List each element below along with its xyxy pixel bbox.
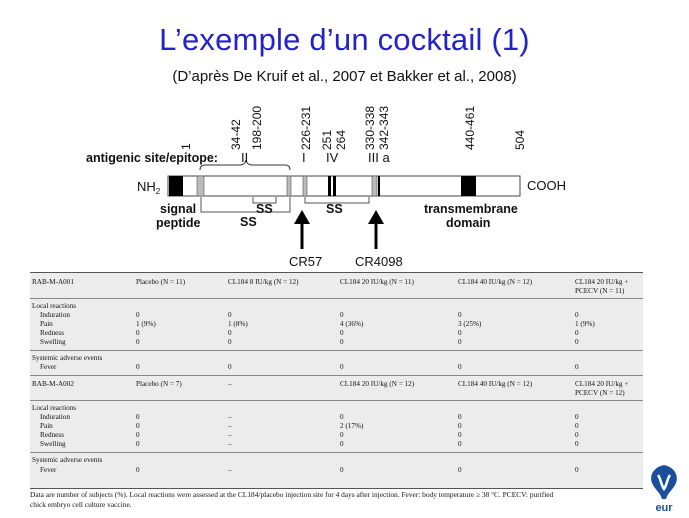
col-header: CL184 20 IU/kg (N = 11) (340, 278, 414, 286)
antigenic-site-label: antigenic site/epitope: (86, 151, 218, 165)
cell: 0 (575, 413, 579, 421)
col-header: CL184 40 IU/kg (N = 12) (458, 380, 533, 388)
group-id: RAB-M-A002 (32, 380, 74, 388)
cr57-label: CR57 (289, 254, 323, 269)
cell: 0 (458, 311, 462, 319)
pos-330-338: 330-338 (363, 105, 377, 150)
cell: 0 (340, 466, 344, 474)
cell: 0 (458, 422, 462, 430)
ss-label-1: SS (256, 202, 273, 216)
site-iv-block-2 (333, 176, 336, 196)
pos-1: 1 (179, 143, 193, 150)
cell: 0 (575, 440, 579, 448)
row-label: Pain (40, 422, 53, 430)
table-row (30, 466, 643, 476)
cell: 0 (458, 338, 462, 346)
pos-198-200: 198-200 (250, 105, 264, 150)
cell: 0 (575, 329, 579, 337)
divider (30, 400, 643, 401)
cell: 0 (340, 431, 344, 439)
pos-226-231: 226-231 (299, 105, 313, 150)
cell: 0 (228, 311, 232, 319)
pos-504: 504 (513, 129, 527, 150)
cell: – (228, 413, 232, 421)
col-header: CL184 40 IU/kg (N = 12) (458, 278, 533, 286)
row-label: Redness (40, 431, 64, 439)
cell: 0 (575, 422, 579, 430)
section-label: Local reactions (32, 404, 77, 412)
site-ii-block (197, 176, 204, 196)
cell: 4 (36%) (340, 320, 364, 328)
row-label: Swelling (40, 338, 66, 346)
cell: 0 (458, 440, 462, 448)
cell: – (228, 466, 232, 474)
logo-icon (646, 463, 682, 513)
section-label: Local reactions (32, 302, 77, 310)
ss-label-2: SS (240, 215, 257, 229)
site-i: I (302, 150, 306, 165)
pos-251: 251 (320, 129, 334, 150)
table-row (30, 389, 643, 399)
slide-title: L’exemple d’un cocktail (1) (159, 22, 530, 57)
cell: 0 (228, 329, 232, 337)
table-footnote (30, 490, 650, 510)
tm-block (461, 176, 476, 196)
row-label: Induration (40, 311, 70, 319)
cell: – (228, 422, 232, 430)
col-header: PCECV (N = 12) (575, 389, 625, 397)
site-iv: IV (326, 150, 339, 165)
cell: 0 (575, 311, 579, 319)
cell: 2 (17%) (340, 422, 364, 430)
site-iii-block (372, 176, 377, 196)
cell: 1 (9%) (136, 320, 156, 328)
cell: 0 (228, 363, 232, 371)
cell: 1 (8%) (228, 320, 248, 328)
cell: 0 (575, 363, 579, 371)
section-label: Systemic adverse events (32, 456, 103, 464)
col-header: Placebo (N = 7) (136, 380, 182, 388)
cell: 0 (458, 413, 462, 421)
cell: 0 (340, 440, 344, 448)
col-header: CL184 8 IU/kg (N = 12) (228, 278, 299, 286)
site-iv-block-1 (328, 176, 331, 196)
cell: 0 (340, 329, 344, 337)
cell: 3 (25%) (458, 320, 482, 328)
cell: 0 (136, 422, 140, 430)
logo-text: eur (655, 502, 673, 513)
col-header: CL184 20 IU/kg + (575, 278, 629, 286)
pos-440-461: 440-461 (463, 105, 477, 150)
divider (30, 452, 643, 453)
cell: 0 (340, 413, 344, 421)
tm-label-1: transmembrane (424, 202, 518, 216)
cell: 0 (458, 466, 462, 474)
table-row (30, 287, 643, 297)
pos-34-42: 34-42 (229, 119, 243, 150)
ss-line-1 (201, 197, 290, 212)
site-iii-dark (378, 176, 380, 196)
cell: 0 (136, 329, 140, 337)
arrow-cr4098 (368, 210, 384, 249)
divider (30, 298, 643, 299)
signal-label-2: peptide (156, 216, 201, 230)
glycoprotein-diagram (0, 85, 689, 270)
divider (30, 375, 643, 376)
cell: 0 (136, 311, 140, 319)
site-ii: II (241, 150, 249, 165)
row-label: Pain (40, 320, 53, 328)
cell: 0 (136, 431, 140, 439)
col-header: PCECV (N = 11) (575, 287, 625, 295)
cell: 0 (458, 329, 462, 337)
footnote-line: Data are number of subjects (%). Local reactions were assessed at the CL184/placebo injection site for 4 days after injection. Fever: body temperature ≥ 38 °C. PCECV: purified (30, 490, 554, 499)
cell: 0 (458, 363, 462, 371)
cell: – (228, 431, 232, 439)
signal-block (169, 176, 183, 196)
cell: 0 (575, 466, 579, 474)
row-label: Redness (40, 329, 64, 337)
ss-label-3: SS (326, 202, 343, 216)
tm-label-2: domain (446, 216, 491, 230)
cooh-label: COOH (527, 178, 566, 193)
group-id: RAB-M-A001 (32, 278, 74, 286)
nh2-label: $NH_2$ (137, 179, 161, 196)
col-header: CL184 20 IU/kg + (575, 380, 629, 388)
slide-subtitle: (D’après De Kruif et al., 2007 et Bakker et al., 2008) (172, 68, 517, 85)
site-ii-end-block (287, 176, 291, 196)
col-header: Placebo (N = 11) (136, 278, 186, 286)
cell: 0 (136, 338, 140, 346)
arrow-cr57 (294, 210, 310, 249)
table-row (30, 456, 643, 466)
cell: 0 (575, 338, 579, 346)
signal-label-1: signal (160, 202, 197, 216)
footnote-line: chick embryo cell culture vaccine. (30, 500, 132, 509)
cell: 0 (340, 338, 344, 346)
table-row (30, 440, 643, 450)
cell: 0 (136, 466, 140, 474)
cell: 0 (340, 363, 344, 371)
cell: 0 (228, 338, 232, 346)
cell: – (228, 440, 232, 448)
section-label: Systemic adverse events (32, 354, 103, 362)
cell: 0 (136, 440, 140, 448)
row-label: Swelling (40, 440, 66, 448)
site-iii-a: III a (368, 150, 390, 165)
cell: 0 (340, 311, 344, 319)
row-label: Induration (40, 413, 70, 421)
row-label: Fever (40, 466, 57, 474)
university-logo (646, 463, 682, 513)
row-label: Fever (40, 363, 57, 371)
cr4098-label: CR4098 (355, 254, 403, 269)
table-row (30, 338, 643, 348)
adverse-events-table (30, 272, 643, 489)
site-i-block (303, 176, 307, 196)
col-header: CL184 20 IU/kg (N = 12) (340, 380, 415, 388)
pos-264: 264 (334, 129, 348, 150)
cell: 0 (136, 413, 140, 421)
table-row (30, 363, 643, 373)
pos-342-343: 342-343 (377, 105, 391, 150)
col-header: – (228, 380, 232, 388)
divider (30, 350, 643, 351)
cell: 1 (9%) (575, 320, 595, 328)
cell: 0 (136, 363, 140, 371)
cell: 0 (458, 431, 462, 439)
cell: 0 (575, 431, 579, 439)
